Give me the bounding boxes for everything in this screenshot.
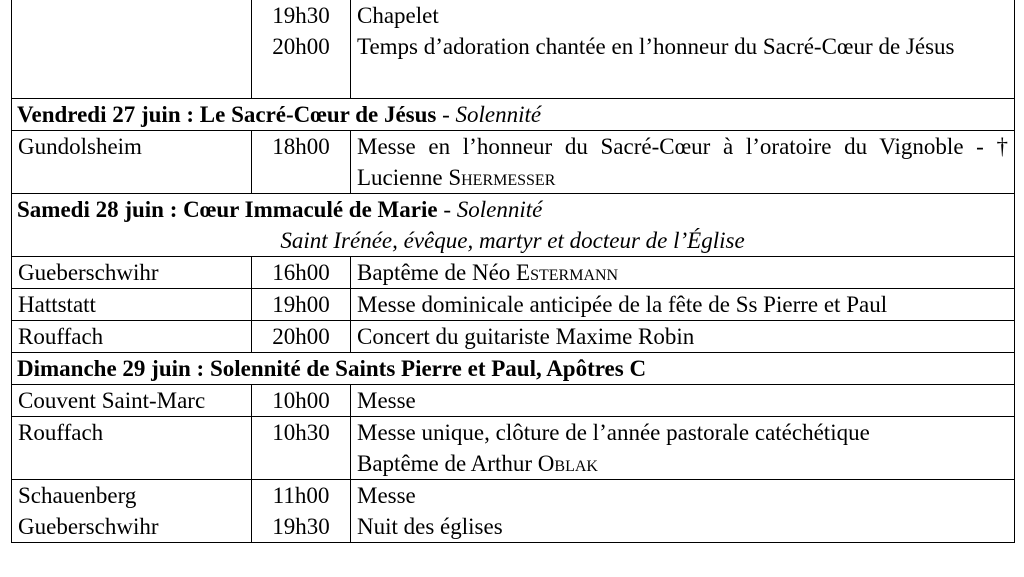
place-cell [12,479,252,542]
day-separator: - [437,196,457,222]
place-name: Schauenberg [18,482,137,508]
surname-initial: E [516,259,531,285]
day-header-row [12,98,1015,130]
description-text: Baptême de Arthur [357,450,538,476]
time-cell: 19h00 [252,288,351,320]
description-cell: Messe dominicale anticipée de la fête de Ss Pierre et Paul [351,288,1015,320]
day-header [12,98,1015,130]
day-title: Vendredi 27 juin : Le Sacré-Cœur de Jésus [17,101,437,127]
description-text: Messe en l’honneur du Sacré-Cœur à l’oratoire du Vignoble - † Lucienne [357,133,1008,190]
description-text: Messe [357,482,416,508]
place-cell: Couvent Saint-Marc [12,384,252,416]
description-text: Messe unique, clôture de l’année pastorale catéchétique [357,419,870,445]
time-cell: 20h00 [252,320,351,352]
time-cell: 18h00 [252,130,351,193]
place-cell [12,0,252,98]
day-subtitle: Saint Irénée, évêque, martyr et docteur de l’Église [280,227,745,253]
table-row [12,288,1015,320]
day-header-row [12,193,1015,256]
day-rank: Solennité [455,101,542,127]
day-title: Dimanche 29 juin : Solennité de Saints Pierre et Paul, Apôtres C [17,355,647,381]
time-value: 19h30 [272,513,330,539]
place-cell: Gueberschwihr [12,256,252,288]
day-title: Samedi 28 juin : Cœur Immaculé de Marie [17,196,438,222]
place-cell: Rouffach [12,320,252,352]
place-cell: Hattstatt [12,288,252,320]
table-row [12,130,1015,193]
day-header-row [12,352,1015,384]
table-row [12,416,1015,479]
description-cell [351,130,1015,193]
time-cell [252,0,351,98]
surname-rest: stermann [530,259,619,285]
day-rank: Solennité [456,196,543,222]
place-cell: Gundolsheim [12,130,252,193]
table-row [12,0,1015,98]
description-text: Nuit des églises [357,513,503,539]
surname-rest: blak [554,450,598,476]
time-value: 20h00 [272,34,330,59]
time-value: 11h00 [272,482,330,508]
schedule-table [11,0,1015,543]
surname-rest: hermesser [461,164,556,190]
description-text: Temps d’adoration chantée en l’honneur du Sacré-Cœur de Jésus [357,34,955,59]
table-row [12,256,1015,288]
description-text: Chapelet [357,3,439,28]
table-row [12,384,1015,416]
time-cell: 10h00 [252,384,351,416]
place-cell: Rouffach [12,416,252,479]
day-header [12,193,1015,256]
time-cell [252,479,351,542]
place-name: Gueberschwihr [18,513,159,539]
table-row [12,479,1015,542]
description-cell [351,479,1015,542]
surname-initial: O [537,450,555,476]
description-cell [351,0,1015,98]
description-cell: Concert du guitariste Maxime Robin [351,320,1015,352]
description-cell [351,256,1015,288]
time-cell: 10h30 [252,416,351,479]
surname-initial: S [448,164,462,190]
day-header [12,352,1015,384]
description-text: Baptême de Néo [357,259,517,285]
table-row [12,320,1015,352]
time-value: 19h30 [272,3,330,28]
time-cell: 16h00 [252,256,351,288]
description-cell: Messe [351,384,1015,416]
description-cell [351,416,1015,479]
day-separator: - [436,101,456,127]
